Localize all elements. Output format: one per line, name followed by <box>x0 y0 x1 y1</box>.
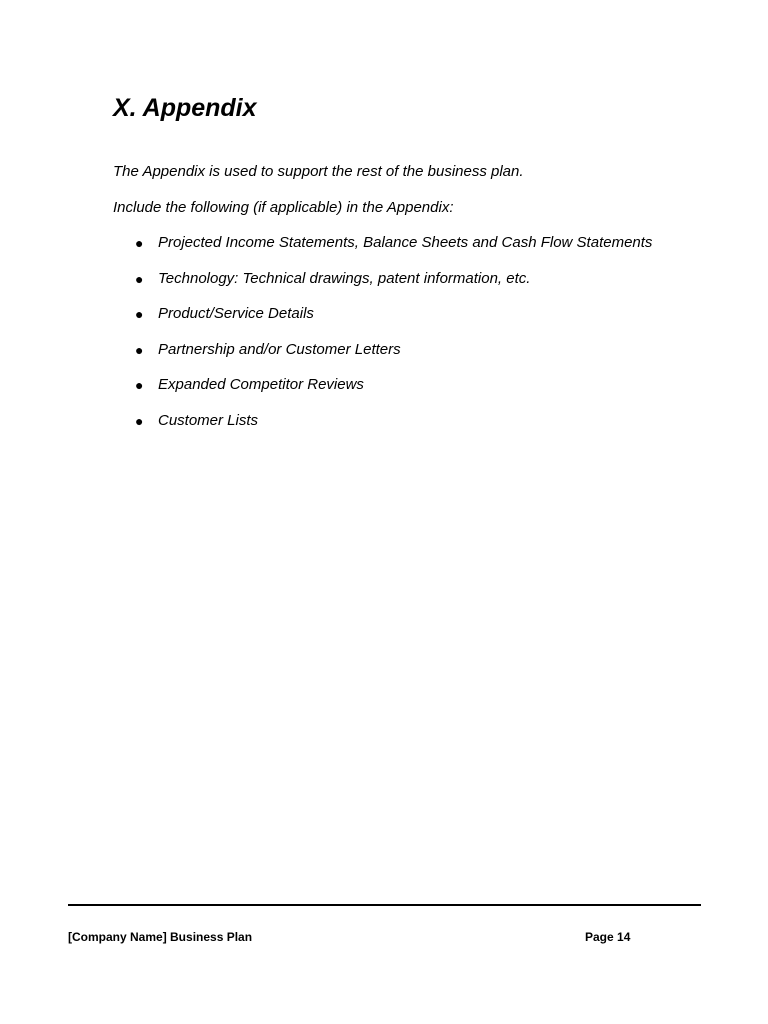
bullet-icon: ● <box>135 412 144 429</box>
footer-divider <box>68 904 701 906</box>
footer-company-name: [Company Name] Business Plan <box>68 930 253 944</box>
bullet-icon: ● <box>135 235 144 251</box>
list-item-text: Customer Lists <box>158 411 259 429</box>
list-item-text: Expanded Competitor Reviews <box>158 376 364 394</box>
list-item-text: Product/Service Details <box>158 305 314 323</box>
bullet-icon: ● <box>135 270 144 287</box>
lead-in-paragraph: Include the following (if applicable) in the Appendix: <box>113 199 454 216</box>
bullet-icon: ● <box>135 377 144 394</box>
section-heading: X. Appendix <box>113 94 257 122</box>
list-item-text: Partnership and/or Customer Letters <box>158 340 401 358</box>
bullet-icon: ● <box>135 306 144 323</box>
list-item-text: Technology: Technical drawings, patent information, etc. <box>158 269 531 287</box>
list-item-text: Projected Income Statements, Balance Sheets and Cash Flow Statements <box>158 234 653 251</box>
footer-page-number: Page 14 <box>585 930 631 944</box>
intro-paragraph: The Appendix is used to support the rest of the business plan. <box>113 163 524 180</box>
bullet-icon: ● <box>135 341 144 358</box>
